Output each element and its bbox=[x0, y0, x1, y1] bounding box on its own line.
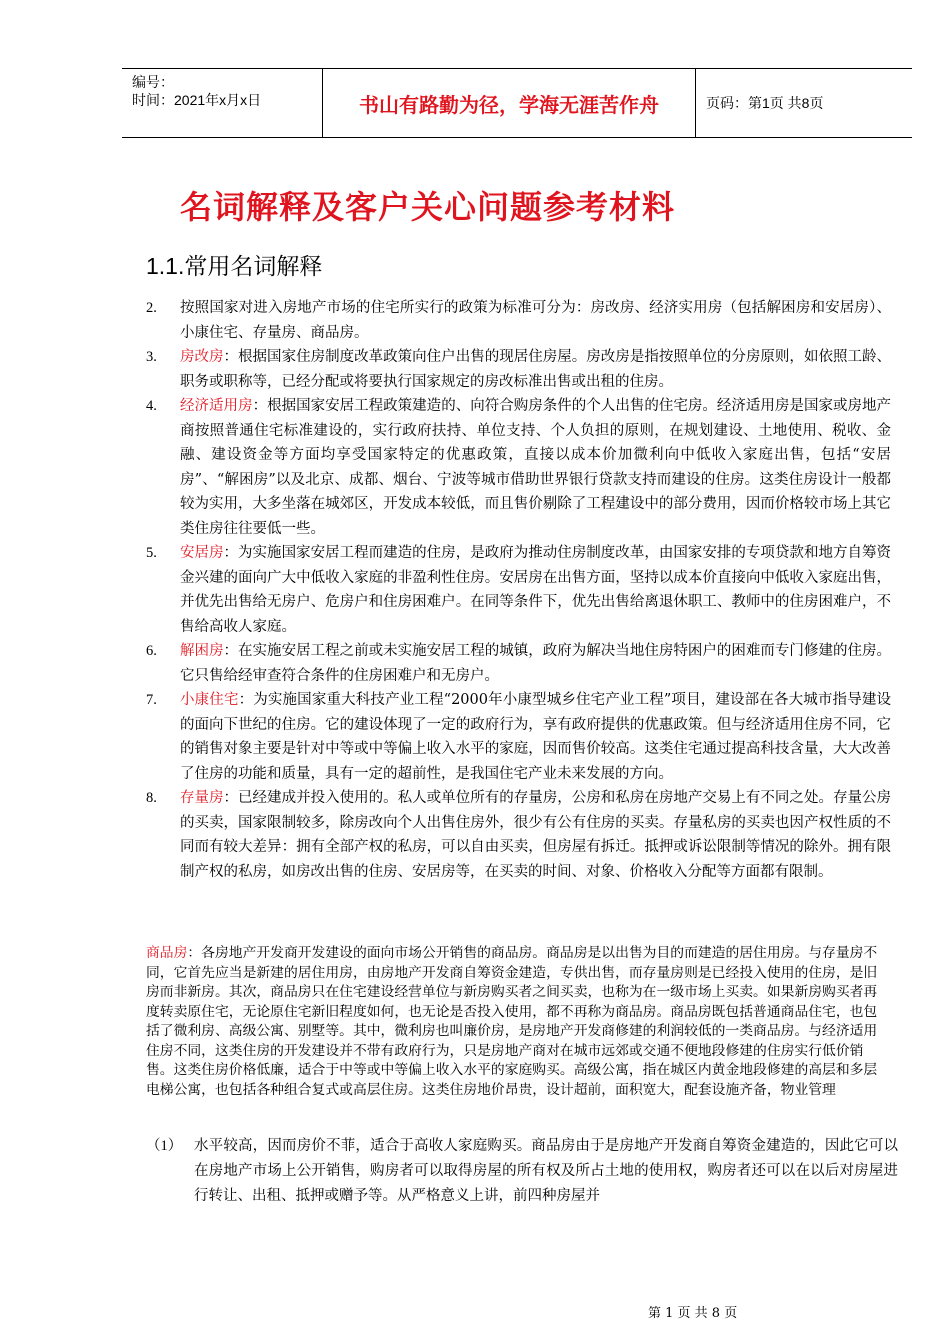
item-definition: ：为实施国家安居工程而建造的住房，是政府为推动住房制度改革，由国家安排的专项贷款和地方自筹资金兴建的面向广大中低收入家庭的非盈利性住房。安居房在出售方面，坚持以成本价直接向中低收入家庭出售，并优先出售给无房户、危房户和住房困难户。在同等条件下，优先出售给离退休职工、教师中的住房困难户，不售给高收人家庭。 bbox=[180, 545, 891, 635]
item-term: 小康住宅 bbox=[180, 692, 239, 708]
item-number: 6. bbox=[146, 643, 157, 659]
commodity-definition: ：各房地产开发商开发建设的面向市场公开销售的商品房。商品房是以出售为目的而建造的居住用房。与存量房不同，它首先应当是新建的居住用房，由房地产开发商自筹资金建造，专供出售，而存量房则是已经投入使用的住房，是旧房而非新房。其次，商品房只在住宅建设经营单位与新房购买者之间买卖，也称为在一级市场上买卖。如果新房购买者再度转卖原住宅，无论原住宅新旧程度如何，也无论是否投入使用，都不再称为商品房。商品房既包括普通商品住宅，也包括了微利房、高级公寓、别墅等。其中，微利房也叫廉价房，是房地产开发商修建的利润较低的一类商品房。与经济适用住房不同，这类住房的开发建设并不带有政府行为，只是房地产商对在城市远郊或交通不便地段修建的住房实行低价销售。这类住房价格低廉，适合于中等或中等偏上收入水平的家庭购买。高级公寓，指在城区内黄金地段修建的高层和多层电梯公寓，也包括各种组合复式或高层住房。这类住房地价昂贵，设计超前，面积宽大，配套设施齐备，物业管理 bbox=[146, 945, 878, 1098]
item-definition: ：在实施安居工程之前或未实施安居工程的城镇，政府为解决当地住房特困户的困难而专门修建的住房。它只售给经审查符合条件的住房困难户和无房户。 bbox=[180, 643, 891, 684]
item-text bbox=[180, 394, 891, 541]
item-definition: ：根据国家安居工程政策建造的、向符合购房条件的个人出售的住宅房。经济适用房是国家或房地产商按照普通住宅标准建设的，实行政府扶持、单位支持、个人负担的原则，在规划建设、土地使用、税收、金融、建设资金等方面均享受国家特定的优惠政策，直接以成本价加微利向中低收入家庭出售，包括“安居房”、“解困房”以及北京、成都、烟台、宁波等城市借助世界银行贷款支持而建设的住房。这类住房设计一般都较为实用，大多坐落在城郊区，开发成本较低，而且售价剔除了工程建设中的部分费用，因而价格较市场上其它类住房往往要低一些。 bbox=[180, 398, 892, 537]
numbered-paragraph bbox=[146, 1134, 898, 1209]
header-meta bbox=[122, 69, 322, 137]
list-item bbox=[146, 345, 891, 394]
page-footer: 第 1 页 共 8 页 bbox=[648, 1306, 738, 1321]
item-text bbox=[180, 345, 891, 394]
item-number: 5. bbox=[146, 545, 157, 561]
list-item bbox=[146, 296, 891, 345]
item-text bbox=[180, 639, 891, 688]
item-number: 8. bbox=[146, 790, 157, 806]
paragraph-number: （1） bbox=[146, 1138, 183, 1154]
item-definition: ：根据国家住房制度改革政策向住户出售的现居住房屋。房改房是指按照单位的分房原则，如依照工龄、职务或职称等，已经分配或将要执行国家规定的房改标准出售或出租的住房。 bbox=[180, 349, 891, 390]
item-text bbox=[180, 688, 891, 786]
item-term: 经济适用房 bbox=[180, 398, 253, 414]
paragraph-text: 水平较高，因而房价不菲，适合于高收人家庭购买。商品房由于是房地产开发商自筹资金建造的，因此它可以在房地产市场上公开销售，购房者可以取得房屋的所有权及所占土地的使用权，购房者还可以在以后对房屋进行转让、出租、抵押或赠予等。从严格意义上讲，前四种房屋并 bbox=[194, 1138, 898, 1204]
item-number: 2. bbox=[146, 300, 157, 316]
page-header bbox=[122, 68, 912, 138]
header-page-label: 页码：第1页 共8页 bbox=[706, 95, 824, 111]
item-text bbox=[180, 541, 891, 639]
item-text bbox=[180, 296, 891, 345]
document-title: 名词解释及客户关心问题参考材料 bbox=[180, 188, 676, 226]
item-term: 房改房 bbox=[180, 349, 224, 365]
list-item bbox=[146, 688, 891, 786]
list-item bbox=[146, 639, 891, 688]
item-term: 存量房 bbox=[180, 790, 224, 806]
item-number: 7. bbox=[146, 692, 157, 708]
item-number: 3. bbox=[146, 349, 157, 365]
section-title: 1.1.常用名词解释 bbox=[146, 253, 323, 279]
time-label: 时间：2021年x月x日 bbox=[132, 92, 262, 108]
item-definition: ：已经建成并投入使用的。私人或单位所有的存量房，公房和私房在房地产交易上有不同之处。存量公房的买卖，国家限制较多，除房改向个人出售住房外，很少有公有住房的买卖。存量私房的买卖也因产权性质的不同而有较大差异：拥有全部产权的私房，可以自由买卖，但房屋有拆迁。抵押或诉讼限制等情况的除外。拥有限制产权的私房，如房改出售的住房、安居房等，在买卖的时间、对象、价格收入分配等方面都有限制。 bbox=[180, 790, 891, 880]
list-item bbox=[146, 786, 891, 884]
header-motto: 书山有路勤为径，学海无涯苦作舟 bbox=[322, 69, 696, 137]
item-number: 4. bbox=[146, 398, 157, 414]
commodity-term: 商品房 bbox=[146, 945, 188, 961]
item-text bbox=[180, 786, 891, 884]
item-definition: ：为实施国家重大科技产业工程“2000年小康型城乡住宅产业工程”项目，建设部在各大城市指导建设的面向下世纪的住房。它的建设体现了一定的政府行为，享有政府提供的优惠政策。但与经济适用住房不同，它的销售对象主要是针对中等或中等偏上收入水平的家庭，因而售价较高。这类住宅通过提高科技含量，大大改善了住房的功能和质量，具有一定的超前性，是我国住宅产业未来发展的方向。 bbox=[180, 692, 891, 782]
list-item bbox=[146, 394, 891, 541]
item-term: 安居房 bbox=[180, 545, 224, 561]
term-list bbox=[146, 296, 891, 884]
serial-label: 编号： bbox=[132, 74, 174, 90]
item-definition: 按照国家对进入房地产市场的住宅所实行的政策为标准可分为：房改房、经济实用房（包括解困房和安居房）、小康住宅、存量房、商品房。 bbox=[180, 300, 891, 341]
list-item bbox=[146, 541, 891, 639]
item-term: 解困房 bbox=[180, 643, 224, 659]
commodity-paragraph bbox=[146, 944, 891, 1100]
